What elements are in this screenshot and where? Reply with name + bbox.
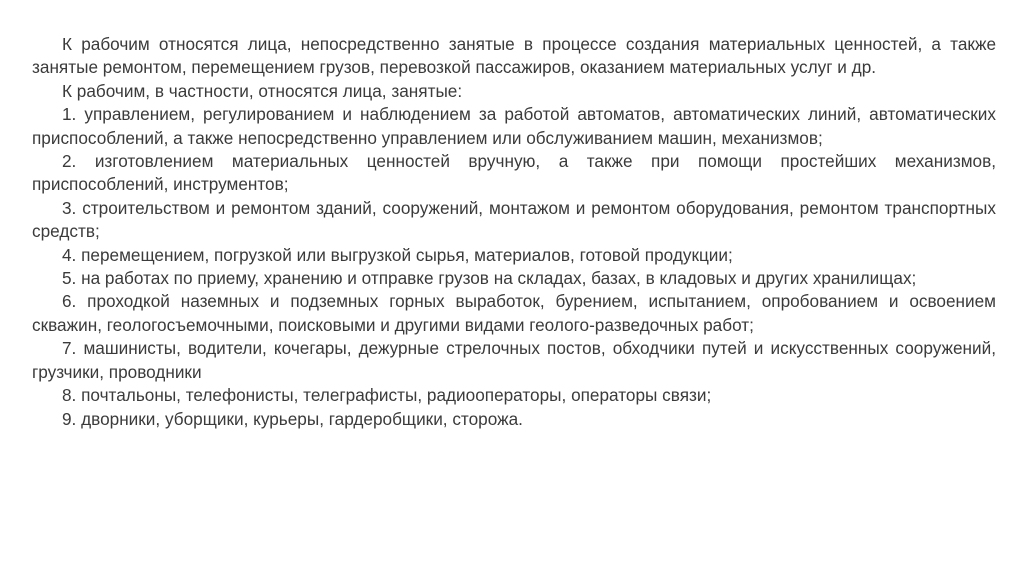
paragraph-intro: К рабочим относятся лица, непосредственно занятые в процессе создания материальных ценностей, а также занятые ремонтом, перемещением грузов, перевозкой пассажиров, оказанием материальных услуг и др.	[32, 34, 996, 78]
list-item-4: 4. перемещением, погрузкой или выгрузкой сырья, материалов, готовой продукции;	[62, 244, 733, 265]
list-item-9: 9. дворники, уборщики, курьеры, гардеробщики, сторожа.	[62, 408, 523, 429]
document-body	[32, 33, 996, 431]
list-item-2: 2. изготовлением материальных ценностей вручную, а также при помощи простейших механизмов, приспособлений, инструментов;	[32, 151, 996, 195]
paragraph-list-intro: К рабочим, в частности, относятся лица, занятые:	[62, 80, 463, 101]
list-item-5: 5. на работах по приему, хранению и отправке грузов на складах, базах, в кладовых и других хранилищах;	[62, 268, 917, 289]
list-item-7: 7. машинисты, водители, кочегары, дежурные стрелочных постов, обходчики путей и искусственных сооружений, грузчики, проводники	[32, 338, 996, 382]
list-item-3: 3. строительством и ремонтом зданий, сооружений, монтажом и ремонтом оборудования, ремонтом транспортных средств;	[32, 197, 996, 242]
list-item-1: 1. управлением, регулированием и наблюдением за работой автоматов, автоматических линий, автоматических приспособлений, а также непосредственно управлением или обслуживанием машин, механизмов;	[32, 104, 996, 148]
list-item-6: 6. проходкой наземных и подземных горных выработок, бурением, испытанием, опробованием и освоением скважин, геологосъемочными, поисковыми и другими видами геолого-разведочных работ;	[32, 291, 996, 335]
list-item-8: 8. почтальоны, телефонисты, телеграфисты, радиооператоры, операторы связи;	[62, 385, 712, 406]
